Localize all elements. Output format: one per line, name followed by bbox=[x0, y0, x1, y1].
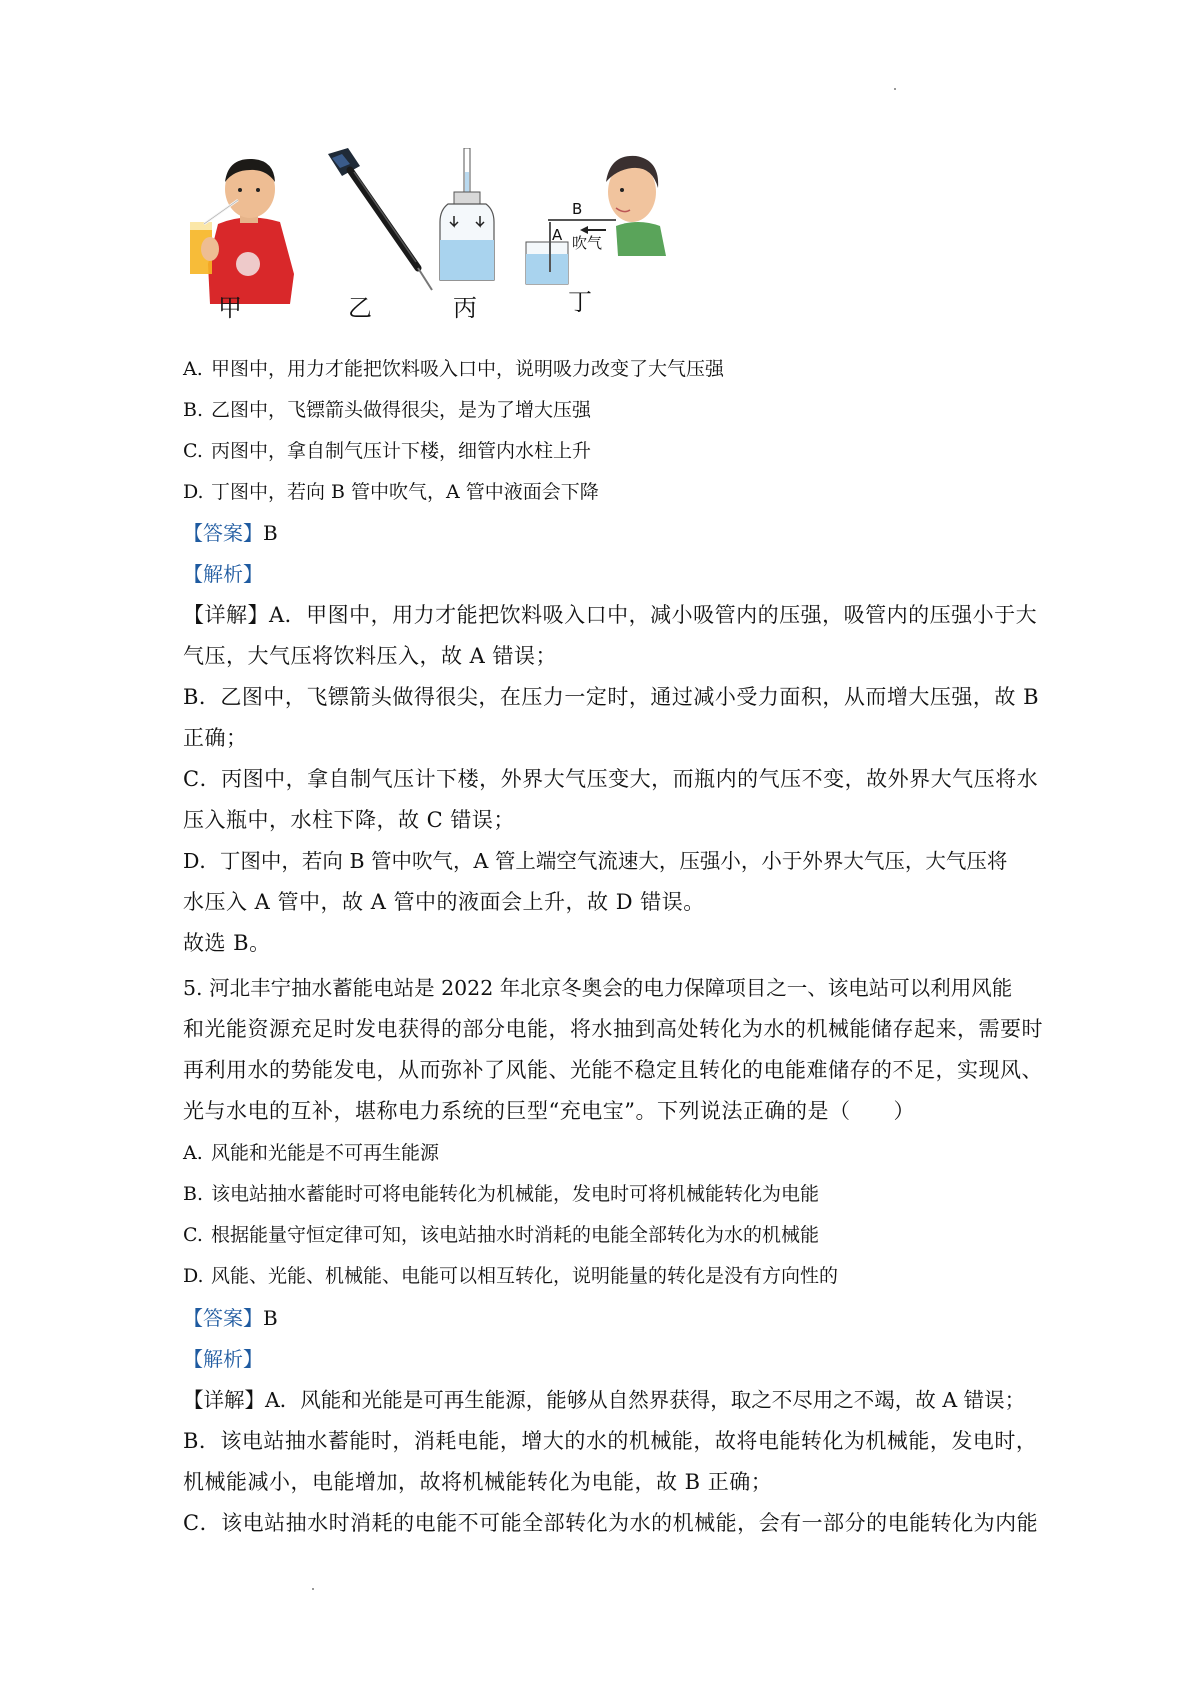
q5-option-a: A. 风能和光能是不可再生能源 bbox=[183, 1142, 440, 1164]
tube-a-label: A bbox=[552, 226, 563, 244]
figure-bing-barometer bbox=[438, 148, 498, 288]
q5-option-d: D. 风能、光能、机械能、电能可以相互转化，说明能量的转化是没有方向性的 bbox=[183, 1265, 839, 1287]
q4-option-c: C. 丙图中，拿自制气压计下楼，细管内水柱上升 bbox=[183, 440, 592, 462]
figure-label-ding: 丁 bbox=[568, 288, 592, 316]
q5-analysis-heading: 【解析】 bbox=[183, 1347, 263, 1371]
figure-label-jia: 甲 bbox=[218, 294, 242, 322]
q4-answer: 【答案】B bbox=[183, 521, 278, 545]
figure-jia-boy-drinking bbox=[190, 154, 300, 304]
figure-row bbox=[190, 148, 750, 348]
figure-ding-blowing bbox=[520, 152, 670, 292]
figure-yi-dart bbox=[320, 148, 440, 298]
q5-detail-line: C．该电站抽水时消耗的电能不可能全部转化为水的机械能，会有一部分的电能转化为内能 bbox=[183, 1511, 1039, 1535]
q4-option-d: D. 丁图中，若向 B 管中吹气，A 管中液面会下降 bbox=[183, 481, 599, 503]
scan-speck bbox=[312, 1588, 314, 1590]
blow-label: 吹气 bbox=[572, 234, 603, 252]
q4-detail-line: D．丁图中，若向 B 管中吹气，A 管上端空气流速大，压强小，小于外界大气压，大气压将 bbox=[183, 849, 1008, 873]
q5-answer: 【答案】B bbox=[183, 1306, 278, 1330]
q4-detail-line: 正确； bbox=[183, 726, 248, 750]
q4-detail-line: C．丙图中，拿自制气压计下楼，外界大气压变大，而瓶内的气压不变，故外界大气压将水 bbox=[183, 767, 1039, 791]
q5-stem-line: 光与水电的互补，堪称电力系统的巨型“充电宝”。下列说法正确的是（ ） bbox=[183, 1099, 915, 1123]
q4-option-b: B. 乙图中，飞镖箭头做得很尖，是为了增大压强 bbox=[183, 399, 592, 421]
q4-detail-line: 水压入 A 管中，故 A 管中的液面会上升，故 D 错误。 bbox=[183, 890, 705, 914]
q4-option-a: A. 甲图中，用力才能把饮料吸入口中，说明吸力改变了大气压强 bbox=[183, 358, 725, 380]
tube-b-label: B bbox=[572, 200, 583, 218]
q4-detail-line: 故选 B。 bbox=[183, 931, 271, 955]
q4-detail-line: 气压，大气压将饮料压入，故 A 错误； bbox=[183, 644, 558, 668]
figure-label-bing: 丙 bbox=[453, 294, 477, 322]
q5-detail-line: 【详解】A．风能和光能是可再生能源，能够从自然界获得，取之不尽用之不竭，故 A 错误； bbox=[183, 1388, 1026, 1412]
figure-label-yi: 乙 bbox=[348, 294, 372, 322]
q5-stem-line: 5. 河北丰宁抽水蓄能电站是 2022 年北京冬奥会的电力保障项目之一、该电站可以利用风能 bbox=[183, 976, 1013, 1000]
q4-analysis-heading: 【解析】 bbox=[183, 562, 263, 586]
scan-speck bbox=[894, 88, 896, 90]
q4-detail-line: 压入瓶中，水柱下降，故 C 错误； bbox=[183, 808, 515, 832]
q5-option-c: C. 根据能量守恒定律可知，该电站抽水时消耗的电能全部转化为水的机械能 bbox=[183, 1224, 820, 1246]
q5-detail-line: 机械能减小，电能增加，故将机械能转化为电能，故 B 正确； bbox=[183, 1470, 773, 1494]
q4-detail-line: 【详解】A．甲图中，用力才能把饮料吸入口中，减小吸管内的压强，吸管内的压强小于大 bbox=[183, 603, 1038, 627]
q5-stem-line: 和光能资源充足时发电获得的部分电能，将水抽到高处转化为水的机械能储存起来，需要时 bbox=[183, 1017, 1043, 1041]
q4-detail-line: B．乙图中，飞镖箭头做得很尖，在压力一定时，通过减小受力面积，从而增大压强，故 B bbox=[183, 685, 1040, 709]
q5-option-b: B. 该电站抽水蓄能时可将电能转化为机械能，发电时可将机械能转化为电能 bbox=[183, 1183, 820, 1205]
q5-detail-line: B．该电站抽水蓄能时，消耗电能，增大的水的机械能，故将电能转化为机械能，发电时， bbox=[183, 1429, 1038, 1453]
q5-stem-line: 再利用水的势能发电，从而弥补了风能、光能不稳定且转化的电能难储存的不足，实现风、 bbox=[183, 1058, 1043, 1082]
